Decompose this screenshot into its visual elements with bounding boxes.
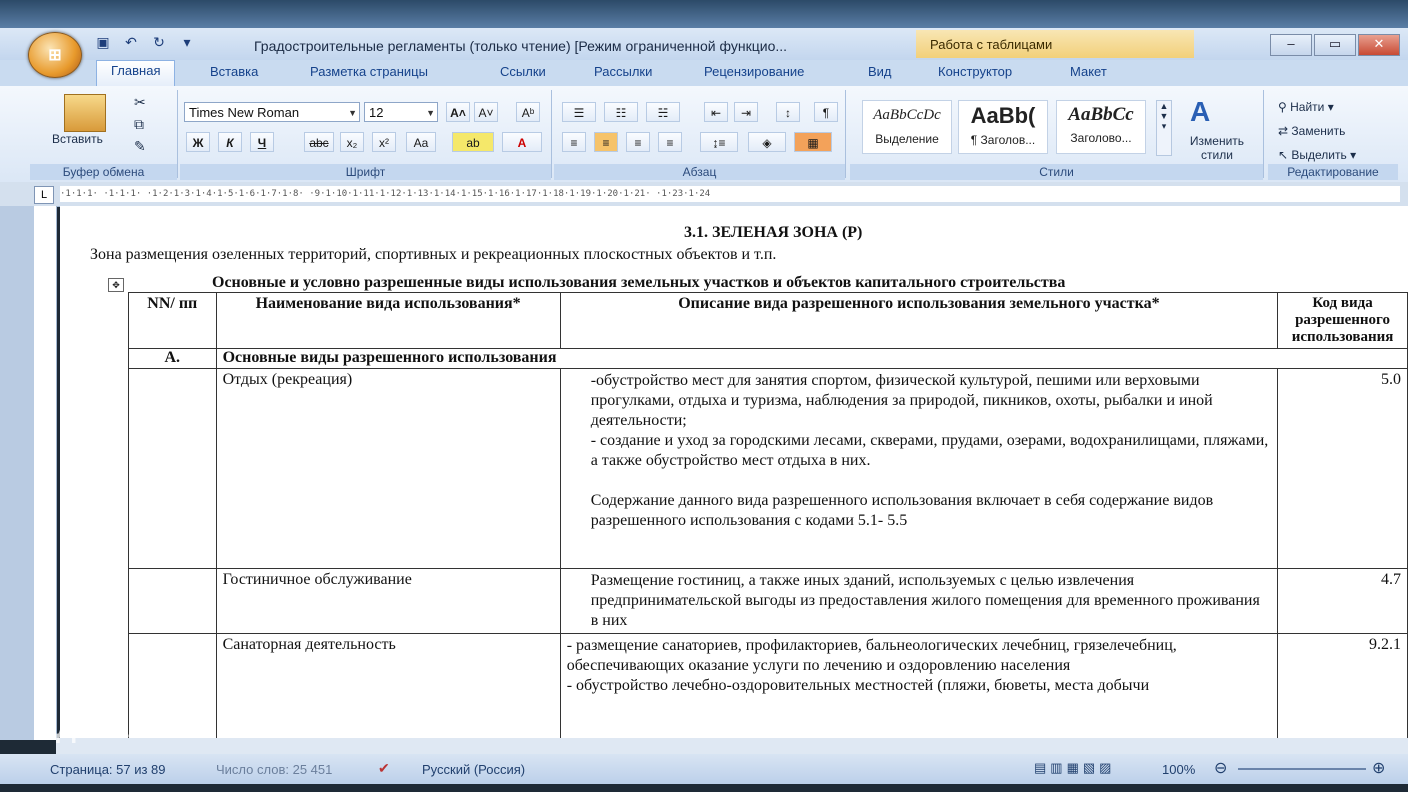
align-right-icon[interactable]: ≡ — [626, 132, 650, 152]
justify-icon[interactable]: ≡ — [658, 132, 682, 152]
context-tab-title: Работа с таблицами — [916, 30, 1194, 58]
window-title: Градостроительные регламенты (только чтение) [Режим ограниченной функцио... — [254, 38, 788, 54]
table-row[interactable] — [129, 634, 1408, 741]
bullets-icon[interactable]: ☰ — [562, 102, 596, 122]
header-code: Код вида разрешенного использования — [1278, 293, 1408, 349]
maximize-button[interactable]: ▭ — [1314, 34, 1356, 56]
word-count[interactable]: Число слов: 25 451 — [216, 762, 333, 777]
tab-view[interactable]: Вид — [868, 64, 892, 79]
editing-group-label: Редактирование — [1268, 164, 1398, 180]
office-button[interactable]: ⊞ — [28, 32, 82, 78]
use-description: Размещение гостиниц, а также иных зданий, используемых с целью извлечения предпринимательской выгоды из предоставления жилого помещения для временного проживания в них — [560, 569, 1277, 634]
spellcheck-icon[interactable]: ✔ — [378, 760, 390, 776]
editing-group — [1268, 90, 1398, 178]
copy-icon[interactable]: ⧉ — [134, 116, 144, 132]
table-move-handle[interactable]: ✥ — [108, 278, 124, 292]
minimize-button[interactable]: – — [1270, 34, 1312, 56]
table-row[interactable] — [129, 569, 1408, 634]
view-buttons[interactable]: ▤▥▦▧▨ — [1034, 760, 1116, 775]
table-caption: Основные и условно разрешенные виды использования земельных участков и объектов капитального строительства — [212, 274, 1066, 291]
use-name: Гостиничное обслуживание — [216, 569, 560, 634]
tab-selector[interactable]: L — [34, 186, 54, 204]
select-button[interactable]: ↖ Выделить ▾ — [1278, 148, 1357, 162]
shading-icon[interactable]: ◈ — [748, 132, 786, 152]
zoom-out-icon[interactable]: ⊖ — [1214, 760, 1228, 777]
tab-design[interactable]: Конструктор — [938, 64, 1013, 79]
align-center-icon[interactable]: ≡ — [594, 132, 618, 152]
style-heading-2[interactable]: AaBbCc Заголово... — [1056, 100, 1146, 154]
style-emphasis[interactable]: AaBbCcDc Выделение — [862, 100, 952, 154]
highlight-icon[interactable]: ab — [452, 132, 494, 152]
grow-font-icon[interactable]: A˄ — [446, 102, 470, 122]
header-name: Наименование вида использования* — [216, 293, 560, 349]
zoom-level[interactable]: 100% — [1162, 762, 1196, 777]
tab-mailings[interactable]: Рассылки — [594, 64, 653, 79]
zone-description: Зона размещения озеленных территорий, спортивных и рекреационных плоскостных объектов и т.п. — [90, 246, 777, 263]
undo-icon[interactable]: ↶ — [125, 34, 137, 50]
numbering-icon[interactable]: ☷ — [604, 102, 638, 122]
change-styles-icon[interactable]: A — [1190, 96, 1211, 127]
language[interactable]: Русский (Россия) — [422, 762, 526, 777]
font-group-label: Шрифт — [180, 164, 551, 180]
watermark: Домклик — [56, 712, 178, 743]
table-row[interactable] — [129, 369, 1408, 569]
redo-icon[interactable]: ↻ — [153, 34, 165, 50]
increase-indent-icon[interactable]: ⇥ — [734, 102, 758, 122]
qat-menu-icon[interactable]: ▾ — [183, 34, 191, 50]
regulations-table — [128, 292, 1408, 740]
ribbon-tabs — [0, 60, 1408, 88]
clipboard-group-label: Буфер обмена — [30, 164, 177, 180]
cursor-icon: ↖ — [1278, 148, 1292, 162]
replace-button[interactable]: ⇄ Заменить — [1278, 124, 1346, 138]
style-heading-1[interactable]: AaBb( ¶ Заголов... — [958, 100, 1048, 154]
tab-layout[interactable]: Макет — [1070, 64, 1107, 79]
screen-top — [0, 0, 1408, 28]
clipboard-group — [30, 90, 178, 178]
tab-insert[interactable]: Вставка — [210, 64, 259, 79]
subscript-button[interactable]: x₂ — [340, 132, 364, 152]
shrink-font-icon[interactable]: A˅ — [474, 102, 498, 122]
superscript-button[interactable]: x² — [372, 132, 396, 152]
strikethrough-button[interactable]: abc — [304, 132, 334, 152]
table-header-row — [129, 293, 1408, 349]
use-code: 4.7 — [1278, 569, 1408, 634]
cut-icon[interactable]: ✂ — [134, 94, 146, 110]
font-size-combo[interactable]: 12 ▼ — [364, 102, 438, 122]
styles-scroll[interactable]: ▲ ▼ ▾ — [1156, 100, 1172, 156]
horizontal-ruler[interactable] — [0, 182, 1408, 207]
styles-group — [850, 90, 1264, 178]
tab-review[interactable]: Рецензирование — [704, 64, 805, 79]
use-description: -обустройство мест для занятия спортом, физической культурой, пешими или верховыми прогулками, отдыха и туризма, наблюдения за природой, пикников, охоты, рыбалки и иной деятельности; - создание и уход за городскими лесами, скверами, прудами, озерами, водохранилищами, пляжами, а также обустройство мест отдыха в них. Содержание данного вида разрешенного использования включает в себя содержание видов разрешенного использования с кодами 5.1- 5.5 — [560, 369, 1277, 569]
window-controls — [1270, 34, 1400, 56]
font-name-combo[interactable]: Times New Roman ▼ — [184, 102, 360, 122]
ruler-scale: ·1·1·1· ·1·1·1· ·1·2·1·3·1·4·1·5·1·6·1·7·1·8· ·9·1·10·1·11·1·12·1·13·1·14·1·15·1·16·1·17·1·18·1·19·1·20·1·21· ·1·23·1·24 — [60, 186, 1400, 202]
pilcrow-icon[interactable]: ¶ — [814, 102, 838, 122]
clear-format-icon[interactable]: Aᵇ — [516, 102, 540, 122]
use-description: - размещение санаториев, профилакториев, бальнеологических лечебниц, грязелечебниц, обеспечивающих оказание услуги по лечению и оздоровлению населения - обустройство лечебно-оздоровительных местностей (пляжи, бюветы, места добычи — [560, 634, 1277, 741]
align-left-icon[interactable]: ≡ — [562, 132, 586, 152]
tab-page-layout[interactable]: Разметка страницы — [310, 64, 428, 79]
font-group — [180, 90, 552, 178]
paste-icon[interactable] — [64, 94, 106, 132]
close-button[interactable]: ✕ — [1358, 34, 1400, 56]
tab-references[interactable]: Ссылки — [500, 64, 546, 79]
status-bar — [0, 754, 1408, 784]
section-heading: 3.1. ЗЕЛЕНАЯ ЗОНА (Р) — [684, 224, 863, 241]
save-icon[interactable]: ▣ — [96, 34, 110, 50]
find-button[interactable]: ⚲ Найти ▾ — [1278, 100, 1334, 114]
ribbon — [0, 86, 1408, 183]
tab-home[interactable]: Главная — [96, 60, 175, 86]
change-case-button[interactable]: Aa — [406, 132, 436, 152]
quick-access-toolbar — [92, 32, 198, 56]
zoom-in-icon[interactable]: ⊕ — [1372, 760, 1386, 777]
use-name: Санаторная деятельность — [216, 634, 560, 741]
paragraph-group-label: Абзац — [554, 164, 845, 180]
change-styles-button[interactable]: Изменить стили — [1189, 134, 1245, 162]
sort-icon[interactable]: ↕ — [776, 102, 800, 122]
page-count[interactable]: Страница: 57 из 89 — [50, 762, 166, 777]
line-spacing-icon[interactable]: ↨≡ — [700, 132, 738, 152]
vertical-ruler-margin — [0, 206, 34, 740]
underline-button[interactable]: Ч — [250, 132, 274, 152]
zoom-slider[interactable] — [1238, 768, 1366, 770]
section-row — [129, 349, 1408, 369]
paragraph-group — [554, 90, 846, 178]
bold-button[interactable]: Ж — [186, 132, 210, 152]
multilevel-list-icon[interactable]: ☵ — [646, 102, 680, 122]
use-code: 9.2.1 — [1278, 634, 1408, 741]
paste-button[interactable]: Вставить — [52, 132, 103, 146]
header-desc: Описание вида разрешенного использования земельного участка* — [560, 293, 1277, 349]
format-painter-icon[interactable]: ✎ — [134, 138, 146, 154]
decrease-indent-icon[interactable]: ⇤ — [704, 102, 728, 122]
styles-group-label: Стили — [850, 164, 1263, 180]
font-color-icon[interactable]: A — [502, 132, 542, 152]
use-code: 5.0 — [1278, 369, 1408, 569]
horizontal-scrollbar[interactable] — [56, 738, 1408, 754]
use-name: Отдых (рекреация) — [216, 369, 560, 569]
section-title: Основные виды разрешенного использования — [216, 349, 1407, 369]
section-num: А. — [129, 349, 217, 369]
header-num: NN/ пп — [129, 293, 217, 349]
italic-button[interactable]: К — [218, 132, 242, 152]
replace-icon: ⇄ — [1278, 124, 1292, 138]
vertical-ruler[interactable] — [34, 206, 57, 740]
document-page[interactable] — [60, 206, 1408, 740]
borders-icon[interactable]: ▦ — [794, 132, 832, 152]
binoculars-icon: ⚲ — [1278, 100, 1291, 114]
